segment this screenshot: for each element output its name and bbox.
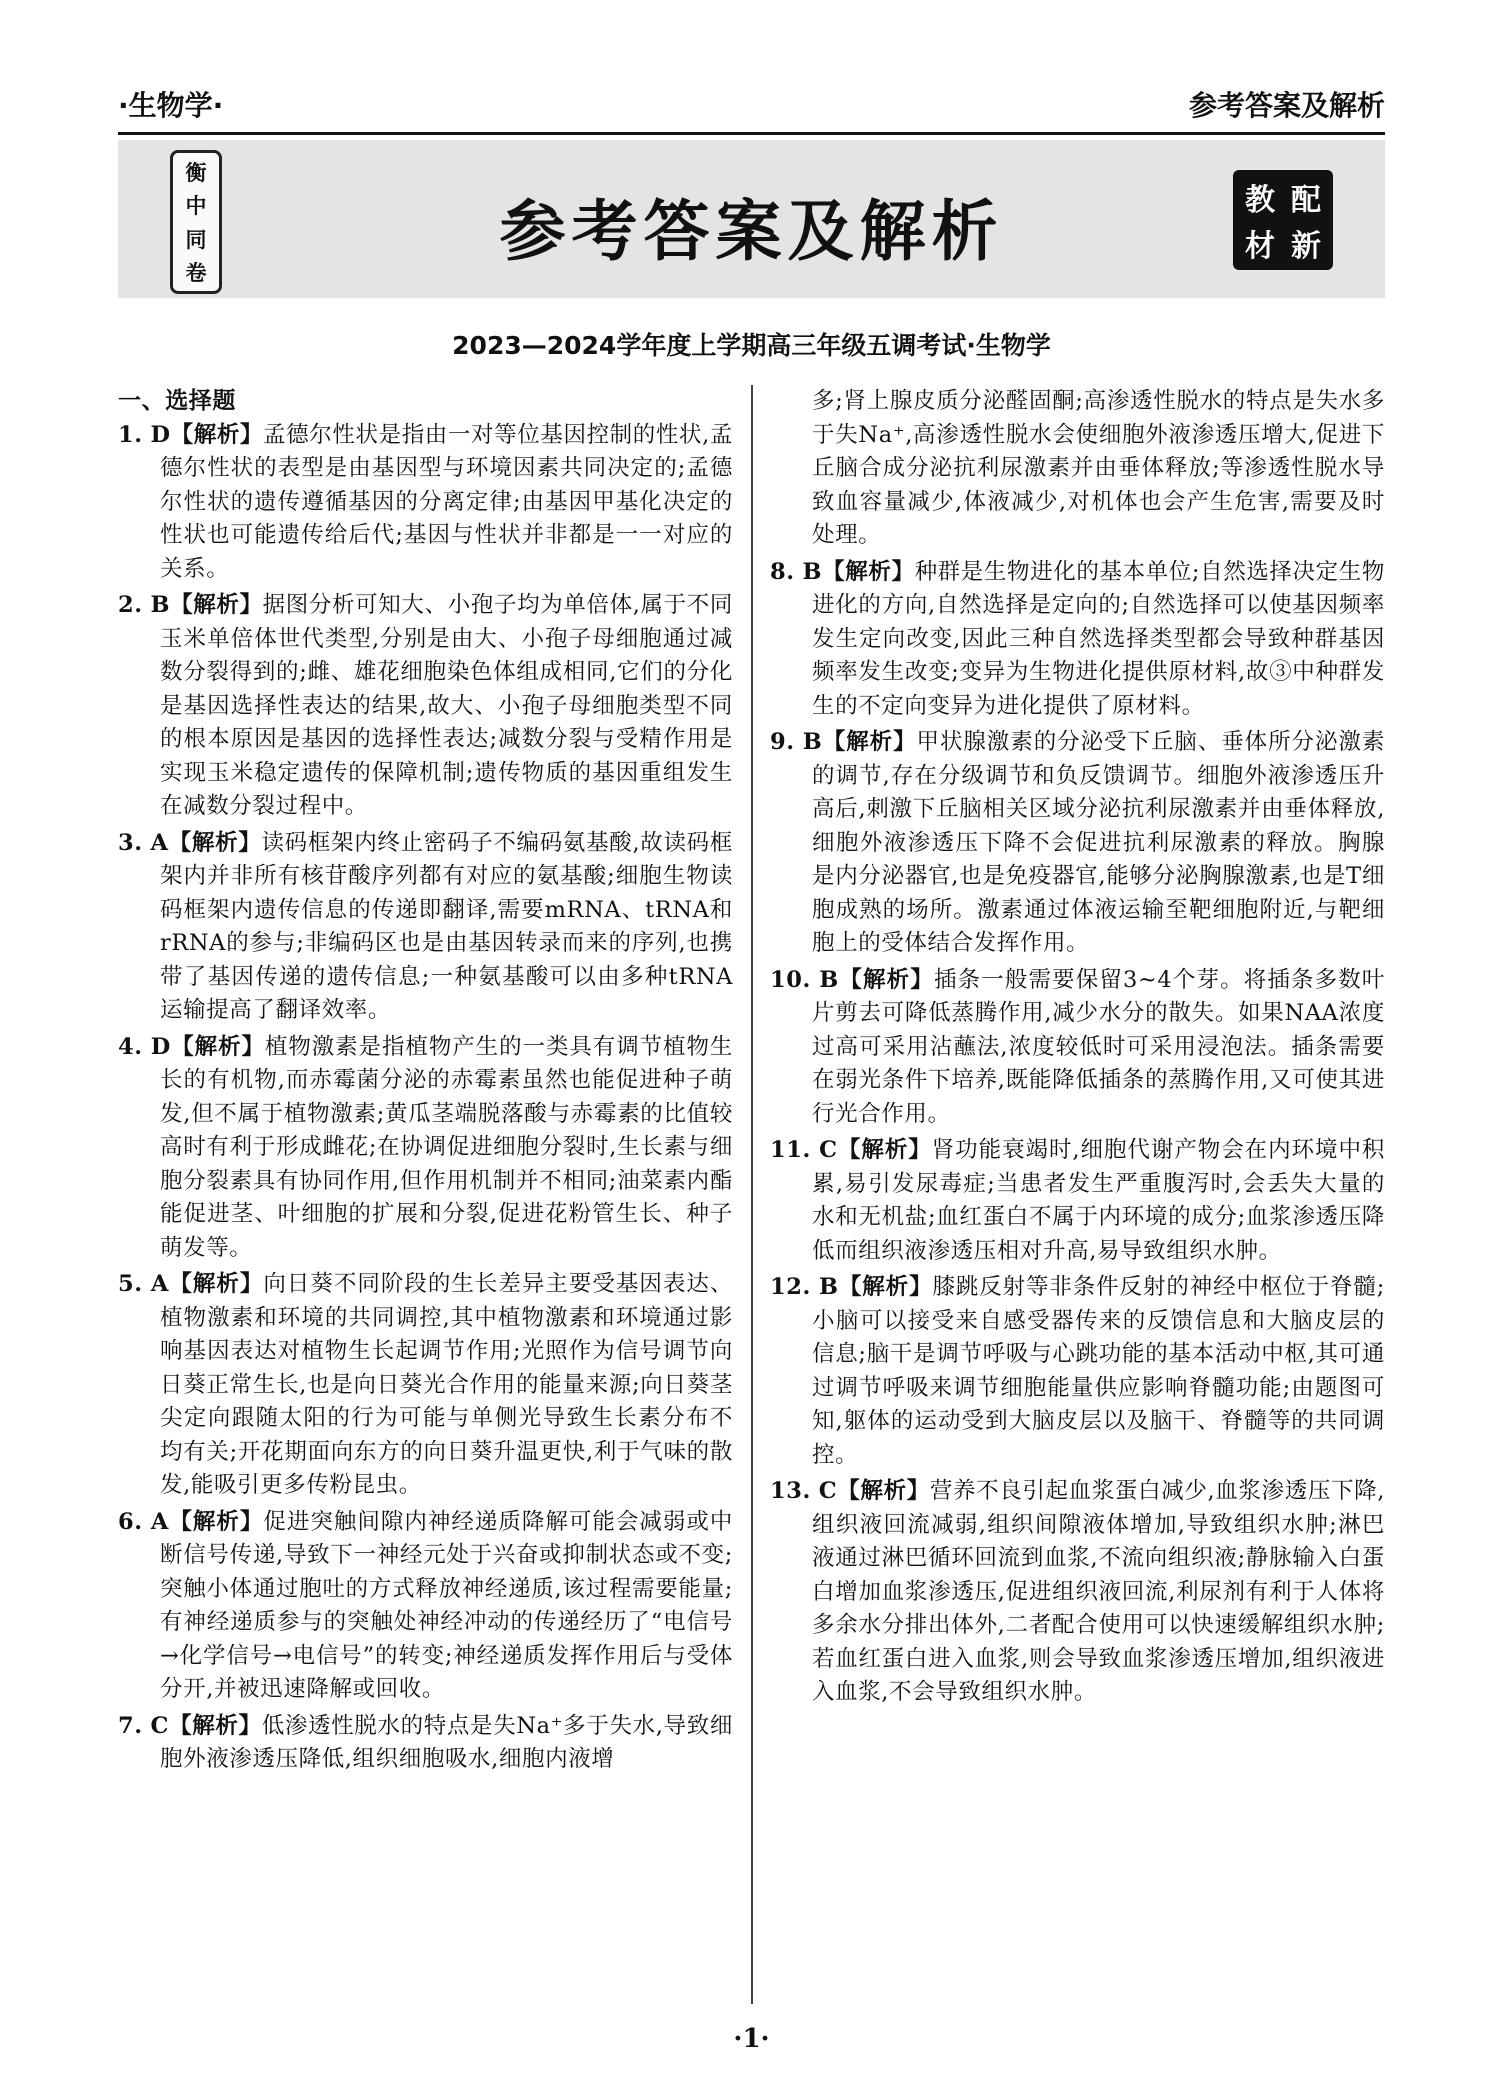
answer-letter: B bbox=[802, 558, 823, 585]
answer-letter: A bbox=[150, 1271, 169, 1297]
answer-letter: D bbox=[150, 421, 171, 448]
answer-letter: C bbox=[818, 1478, 838, 1504]
question-number: 11. bbox=[770, 1137, 811, 1163]
analysis-tag: 【解析】 bbox=[838, 966, 934, 993]
answer-letter: A bbox=[150, 1508, 169, 1535]
question-number: 13. bbox=[770, 1478, 811, 1504]
analysis-tag: 【解析】 bbox=[170, 592, 263, 618]
analysis-text: 膝跳反射等非条件反射的神经中枢位于脊髓;小脑可以接受来自感受器传来的反馈信息和大脑皮层的信息;脑干是调节呼吸与心跳功能的基本活动中枢,其可通过调节呼吸来调节细胞能量供应影响脊髓功能;由题图可知,躯体的运动受到大脑皮层以及脑干、脊髓等的共同调控。 bbox=[812, 1274, 1385, 1468]
answer-item bbox=[770, 1134, 1385, 1268]
header-title: 参考答案及解析 bbox=[1188, 89, 1385, 122]
question-number: 1. bbox=[118, 421, 143, 448]
analysis-text: 植物激素是指植物产生的一类具有调节植物生长的有机物,而赤霉菌分泌的赤霉素虽然也能促进种子萌发,但不属于植物激素;黄瓜茎端脱落酸与赤霉素的比值较高时有利于形成雌花;在协调促进细胞分裂时,生长素与细胞分裂素具有协同作用,但作用机制并不相同;油菜素内酯能促进茎、叶细胞的扩展和分裂,促进花粉管生长、种子萌发等。 bbox=[160, 1033, 733, 1261]
analysis-tag: 【解析】 bbox=[838, 1274, 933, 1300]
answer-item bbox=[770, 964, 1385, 1132]
answer-item bbox=[118, 589, 733, 824]
analysis-tag: 【解析】 bbox=[170, 1033, 265, 1060]
analysis-tag: 【解析】 bbox=[822, 558, 915, 585]
seal-char: 同 bbox=[185, 227, 207, 252]
answer-letter: B bbox=[819, 966, 839, 993]
banner-title: 参考答案及解析 bbox=[499, 193, 1004, 270]
question-number: 6. bbox=[118, 1508, 143, 1535]
answer-item bbox=[770, 726, 1385, 961]
analysis-text: 肾功能衰竭时,细胞代谢产物会在内环境中积累,易引发尿毒症;当患者发生严重腹泻时,会丢失大量的水和无机盐;血红蛋白不属于内环境的成分;血浆渗透压降低而组织液渗透压相对升高,易导致组织水肿。 bbox=[812, 1137, 1386, 1264]
seal-char: 卷 bbox=[185, 261, 207, 286]
analysis-tag: 【解析】 bbox=[837, 1137, 932, 1163]
question-number: 9. bbox=[770, 729, 795, 755]
analysis-text: 读码框架内终止密码子不编码氨基酸,故读码框架内并非所有核苷酸序列都有对应的氨基酸;细胞生物读码框架内遗传信息的传递即翻译,需要mRNA、tRNA和rRNA的参与;非编码区也是由基因转录而来的序列,也携带了基因传递的遗传信息;一种氨基酸可以由多种tRNA运输提高了翻译效率。 bbox=[160, 829, 733, 1023]
right-column bbox=[770, 385, 1385, 1713]
new-textbook-stamp bbox=[1233, 170, 1333, 270]
question-number: 4. bbox=[118, 1033, 143, 1060]
analysis-tag: 【解析】 bbox=[168, 829, 262, 856]
analysis-text: 种群是生物进化的基本单位;自然选择决定生物进化的方向,自然选择是定向的;自然选择可以使基因频率发生定向改变,因此三种自然选择类型都会导致种群基因频率发生改变;变异为生物进化提供原材料,故③中种群发生的不定向变异为进化提供了原材料。 bbox=[812, 558, 1385, 719]
question-number: 12. bbox=[770, 1274, 811, 1300]
answer-item bbox=[770, 1475, 1385, 1710]
analysis-tag: 【解析】 bbox=[168, 1508, 264, 1535]
analysis-tag: 【解析】 bbox=[168, 1271, 264, 1297]
answer-item bbox=[770, 556, 1385, 724]
answer-letter: D bbox=[150, 1033, 171, 1060]
stamp-char: 教 bbox=[1245, 183, 1275, 218]
answer-columns bbox=[118, 385, 1385, 2004]
analysis-text: 插条一般需要保留3~4个芽。将插条多数叶片剪去可降低蒸腾作用,减少水分的散失。如果NAA浓度过高可采用沾蘸法,浓度较低时可采用浸泡法。插条需要在弱光条件下培养,既能降低插条的蒸腾作用,又可使其进行光合作用。 bbox=[812, 966, 1386, 1127]
stamp-char: 新 bbox=[1291, 229, 1321, 264]
seal-char: 中 bbox=[185, 194, 207, 219]
question-number: 3. bbox=[118, 829, 143, 856]
answer-item bbox=[118, 827, 733, 1028]
question-number: 10. bbox=[770, 966, 811, 993]
analysis-text: 营养不良引起血浆蛋白减少,血浆渗透压下降,组织液回流减弱,组织间隙液体增加,导致组织水肿;淋巴液通过淋巴循环回流到血浆,不流向组织液;静脉输入白蛋白增加血浆渗透压,促进组织液回流,利尿剂有利于人体将多余水分排出体外,二者配合使用可以快速缓解组织水肿;若血红蛋白进入血浆,则会导致血浆渗透压增加,组织液进入血浆,不会导致组织水肿。 bbox=[812, 1478, 1385, 1705]
analysis-tag: 【解析】 bbox=[822, 729, 917, 755]
answer-letter: C bbox=[150, 1712, 170, 1739]
seal-char: 衡 bbox=[185, 160, 207, 185]
analysis-text: 甲状腺激素的分泌受下丘脑、垂体所分泌激素的调节,存在分级调节和负反馈调节。细胞外液渗透压升高后,刺激下丘脑相关区域分泌抗利尿激素并由垂体释放,细胞外液渗透压下降不会促进抗利尿激素的释放。胸腺是内分泌器官,也是免疫器官,能够分泌胸腺激素,也是T细胞成熟的场所。激素通过体液运输至靶细胞附近,与靶细胞上的受体结合发挥作用。 bbox=[812, 729, 1385, 956]
question-number: 2. bbox=[118, 592, 143, 618]
answer-item bbox=[118, 419, 733, 587]
answer-letter: A bbox=[150, 829, 169, 856]
analysis-text: 孟德尔性状是指由一对等位基因控制的性状,孟德尔性状的表型是由基因型与环境因素共同决定的;孟德尔性状的遗传遵循基因的分离定律;由基因甲基化决定的性状也可能遗传给后代;基因与性状并非都是一一对应的关系。 bbox=[160, 421, 733, 582]
analysis-text: 向日葵不同阶段的生长差异主要受基因表达、植物激素和环境的共同调控,其中植物激素和环境通过影响基因表达对植物生长起调节作用;光照作为信号调节向日葵正常生长,也是向日葵光合作用的能量来源;向日葵茎尖定向跟随太阳的行为可能与单侧光导致生长素分布不均有关;开花期面向东方的向日葵升温更快,利于气味的散发,能吸引更多传粉昆虫。 bbox=[160, 1271, 733, 1498]
analysis-text: 低渗透性脱水的特点是失Na⁺多于失水,导致细胞外液渗透压降低,组织细胞吸水,细胞内液增 bbox=[160, 1712, 733, 1772]
analysis-tag: 【解析】 bbox=[169, 1712, 262, 1739]
section-heading: 一、选择题 bbox=[118, 388, 236, 414]
column-divider bbox=[751, 385, 753, 2004]
subject-label: ·生物学· bbox=[118, 89, 224, 122]
answer-item bbox=[770, 1271, 1385, 1472]
answer-item bbox=[118, 1710, 733, 1777]
question-number: 7. bbox=[118, 1712, 143, 1739]
title-banner bbox=[118, 140, 1385, 298]
answer-item bbox=[118, 1506, 733, 1707]
answer-letter: B bbox=[819, 1274, 839, 1300]
answer-item bbox=[118, 1031, 733, 1266]
left-column bbox=[118, 385, 733, 1780]
stamp-char: 配 bbox=[1291, 183, 1321, 218]
question-number: 5. bbox=[118, 1271, 143, 1297]
answer-letter: C bbox=[819, 1137, 838, 1163]
answer-continuation: 多;肾上腺皮质分泌醛固酮;高渗透性脱水的特点是失水多于失Na⁺,高渗透性脱水会使细胞外液渗透压增大,促进下丘脑合成分泌抗利尿激素并由垂体释放;等渗透性脱水导致血容量减少,体液减少,对机体也会产生危害,需要及时处理。 bbox=[812, 388, 1385, 548]
analysis-tag: 【解析】 bbox=[170, 421, 264, 448]
question-number: 8. bbox=[770, 558, 795, 585]
analysis-tag: 【解析】 bbox=[837, 1478, 930, 1504]
answer-item bbox=[118, 1268, 733, 1503]
stamp-char: 材 bbox=[1245, 229, 1275, 264]
analysis-text: 促进突触间隙内神经递质降解可能会减弱或中断信号传递,导致下一神经元处于兴奋或抑制状态或不变;突触小体通过胞吐的方式释放神经递质,该过程需要能量;有神经递质参与的突触处神经冲动的传递经历了“电信号→化学信号→电信号”的转变;神经递质发挥作用后与受体分开,并被迅速降解或回收。 bbox=[160, 1508, 733, 1702]
answer-letter: B bbox=[150, 592, 171, 618]
running-header bbox=[118, 82, 1385, 135]
answer-letter: B bbox=[802, 729, 823, 755]
page-number: ·1· bbox=[733, 2024, 770, 2054]
exam-title: 2023—2024学年度上学期高三年级五调考试·生物学 bbox=[452, 331, 1051, 360]
analysis-text: 据图分析可知大、小孢子均为单倍体,属于不同玉米单倍体世代类型,分别是由大、小孢子母细胞通过减数分裂得到的;雌、雄花细胞染色体组成相同,它们的分化是基因选择性表达的结果,故大、小孢子母细胞类型不同的根本原因是基因的选择性表达;减数分裂与受精作用是实现玉米稳定遗传的保障机制;遗传物质的基因重组发生在减数分裂过程中。 bbox=[160, 592, 733, 819]
